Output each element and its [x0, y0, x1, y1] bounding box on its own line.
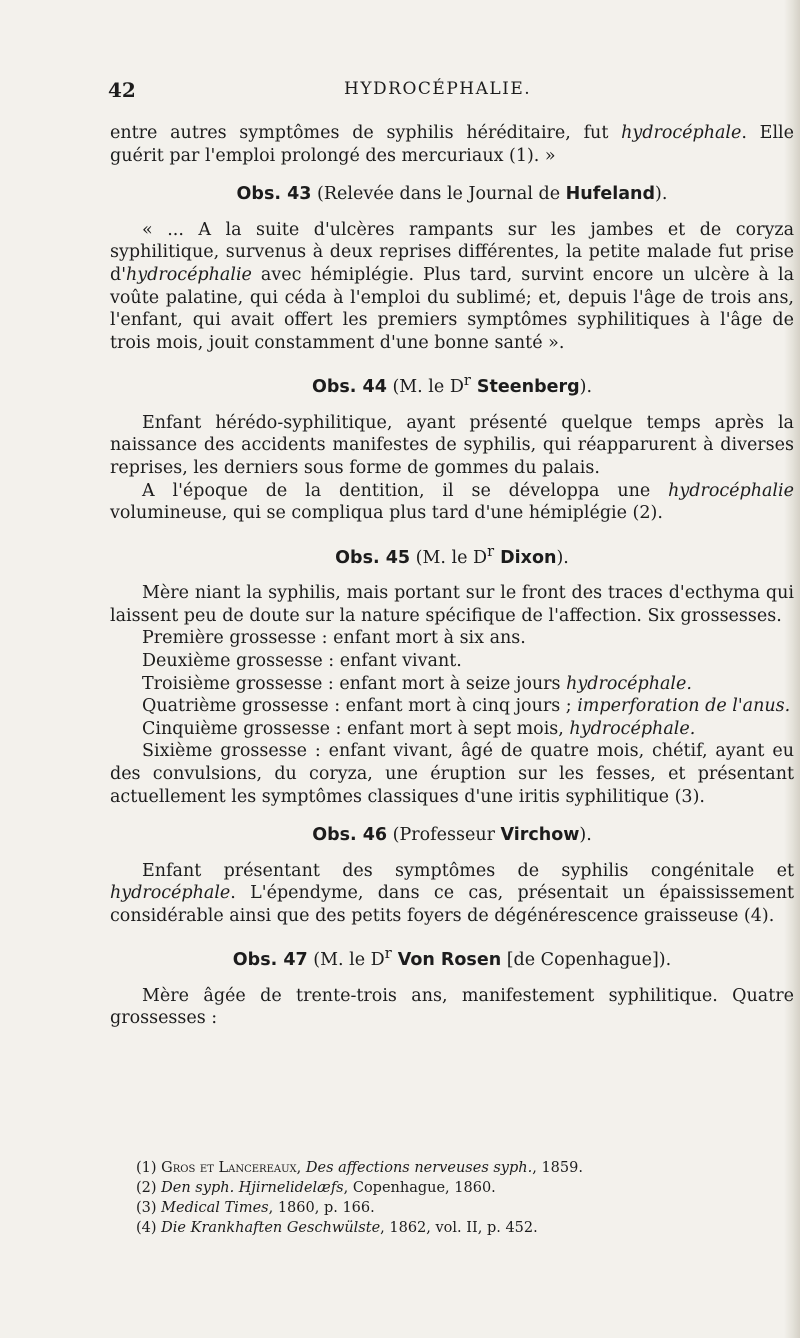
- footnote-2: [136, 1178, 786, 1198]
- page-number: 42: [108, 78, 136, 102]
- footnote-4-number: (4): [136, 1220, 162, 1236]
- obs-43-name: Hufeland: [565, 184, 656, 205]
- obs-44-paragraph-2: [110, 480, 794, 525]
- obs-44-heading: [110, 370, 794, 398]
- obs-45-pregnancy-2: Deuxième grossesse : enfant vivant.: [142, 650, 462, 671]
- obs-43-source: (Relevée dans le Journal de: [311, 184, 566, 205]
- footnote-4: [136, 1218, 786, 1238]
- obs-46-paragraph: [110, 860, 794, 928]
- footnote-4-title: Die Krankhaften Geschwülste: [161, 1220, 381, 1236]
- obs-44-name: Steenberg: [470, 377, 580, 398]
- obs-45-l5-a: Cinquième grossesse : enfant mort à sept mois,: [142, 718, 570, 739]
- obs-43-paragraph: [110, 219, 794, 355]
- obs-45-l4-italic: imperforation de l'anus.: [577, 696, 791, 717]
- footnote-2-title: Den syph. Hjirnelidelæfs: [161, 1180, 344, 1196]
- obs-45-l3-a: Troisième grossesse : enfant mort à seize jours: [142, 673, 567, 694]
- obs-43-number: Obs. 43: [236, 184, 312, 205]
- obs-46-source: (Professeur: [387, 825, 501, 846]
- obs-44-p2-italic: hydrocéphalie: [668, 480, 794, 501]
- obs-47-source: (M. le D: [307, 950, 385, 971]
- obs-46-close: ).: [579, 825, 592, 846]
- page-body: [110, 122, 794, 1030]
- obs-46-italic: hydrocéphale: [110, 883, 231, 904]
- obs-44-p2-b: volumineuse, qui se compliqua plus tard d'une hémiplégie (2).: [110, 503, 663, 524]
- obs-45-pregnancy-4: [110, 695, 794, 718]
- footnote-2-number: (2): [136, 1180, 162, 1196]
- footnote-4-rest: , 1862, vol. II, p. 452.: [380, 1220, 538, 1236]
- intro-text-b: . Elle guérit par l'emploi prolongé des mercuriaux (1). »: [110, 123, 794, 166]
- footnote-2-rest: , Copenhague, 1860.: [343, 1180, 496, 1196]
- footnote-3-rest: , 1860, p. 166.: [268, 1200, 375, 1216]
- obs-43-close: ).: [655, 184, 668, 205]
- footnote-1-title: Des affections nerveuses syph.: [305, 1160, 533, 1176]
- obs-45-l3-italic: hydrocéphale.: [566, 673, 692, 694]
- footnote-1-authors: Gros et Lancereaux: [161, 1160, 297, 1176]
- footnote-3-number: (3): [136, 1200, 162, 1216]
- obs-46-number: Obs. 46: [312, 825, 388, 846]
- intro-italic: hydrocéphale: [621, 123, 742, 143]
- obs-44-close: ).: [579, 377, 593, 398]
- page-header: [108, 78, 794, 108]
- obs-47-number: Obs. 47: [232, 950, 308, 971]
- obs-45-close: ).: [556, 547, 569, 568]
- obs-43-italic: hydrocéphalie: [126, 264, 252, 285]
- footnotes: [136, 1158, 786, 1238]
- footnote-3-title: Medical Times: [161, 1200, 269, 1216]
- obs-45-l4-a: Quatrième grossesse : enfant mort à cinq jours ;: [142, 696, 578, 717]
- intro-text-a: entre autres symptômes de syphilis héréditaire, fut: [110, 123, 622, 143]
- obs-47-heading: [110, 943, 794, 971]
- obs-45-pregnancy-3: [110, 673, 794, 696]
- obs-47-paragraph: Mère âgée de trente-trois ans, manifestement syphilitique. Quatre grossesses :: [110, 985, 794, 1029]
- obs-47-close: [de Copenhague]).: [501, 950, 672, 971]
- footnote-1: [136, 1158, 786, 1178]
- obs-45-heading: [110, 541, 794, 569]
- obs-45-pregnancy-1: Première grossesse : enfant mort à six ans.: [142, 628, 526, 649]
- obs-44-p2-a: A l'époque de la dentition, il se développa une: [142, 480, 669, 501]
- footnote-1-rest: , 1859.: [532, 1160, 583, 1176]
- footnote-1-sep: ,: [296, 1160, 306, 1176]
- footnote-3: [136, 1198, 786, 1218]
- obs-47-sup: r: [384, 945, 392, 963]
- obs-46-text-b: . L'épendyme, dans ce cas, présentait un épaississement considérable ainsi que des petits foyers de dégénérescence graisseuse (4).: [110, 883, 794, 926]
- obs-43-text-a: « ... A la suite d'ulcères rampants sur les jambes et de coryza syphilitique, survenus à deux reprises différentes, la petite malade fut prise d': [110, 219, 794, 285]
- obs-44-source: (M. le D: [386, 377, 464, 398]
- obs-44-paragraph-1: Enfant hérédo-syphilitique, ayant présenté quelque temps après la naissance des accidents manifestes de syphilis, qui réapparurent à diverses reprises, les derniers sous forme de gommes du palais.: [110, 412, 794, 478]
- obs-45-sup: r: [487, 542, 495, 560]
- obs-45-paragraph: Mère niant la syphilis, mais portant sur le front des traces d'ecthyma qui laissent peu de doute sur la nature spécifique de l'affection. Six grossesses.: [110, 583, 794, 626]
- obs-46-name: Virchow: [500, 825, 580, 846]
- obs-45-source: (M. le D: [410, 547, 488, 568]
- obs-45-pregnancy-5: [110, 718, 794, 741]
- obs-45-l5-italic: hydrocéphale.: [569, 718, 696, 739]
- obs-45-pregnancy-6: Sixième grossesse : enfant vivant, âgé de quatre mois, chétif, ayant eu des convulsions, du coryza, une éruption sur les fesses, et présentant actuellement les symptômes classiques d'une iritis syphilitique (3).: [110, 741, 794, 807]
- obs-47-name: Von Rosen: [391, 950, 502, 971]
- obs-44-sup: r: [463, 372, 471, 390]
- obs-44-number: Obs. 44: [311, 377, 387, 398]
- obs-43-heading: [110, 183, 794, 206]
- obs-45-name: Dixon: [494, 547, 557, 568]
- running-title: HYDROCÉPHALIE.: [344, 79, 532, 99]
- obs-45-number: Obs. 45: [335, 547, 411, 568]
- obs-46-text-a: Enfant présentant des symptômes de syphilis congénitale et: [142, 860, 794, 881]
- intro-paragraph: [110, 122, 794, 167]
- obs-43-text-b: avec hémiplégie. Plus tard, survint encore un ulcère à la voûte palatine, qui céda à l'emploi du sublimé; et, depuis l'âge de trois ans, l'enfant, qui avait offert les premiers symptômes syphilitiques à l'âge de trois mois, jouit constamment d'une bonne santé ».: [110, 264, 794, 353]
- obs-46-heading: [110, 824, 794, 847]
- footnote-1-number: (1): [136, 1160, 162, 1176]
